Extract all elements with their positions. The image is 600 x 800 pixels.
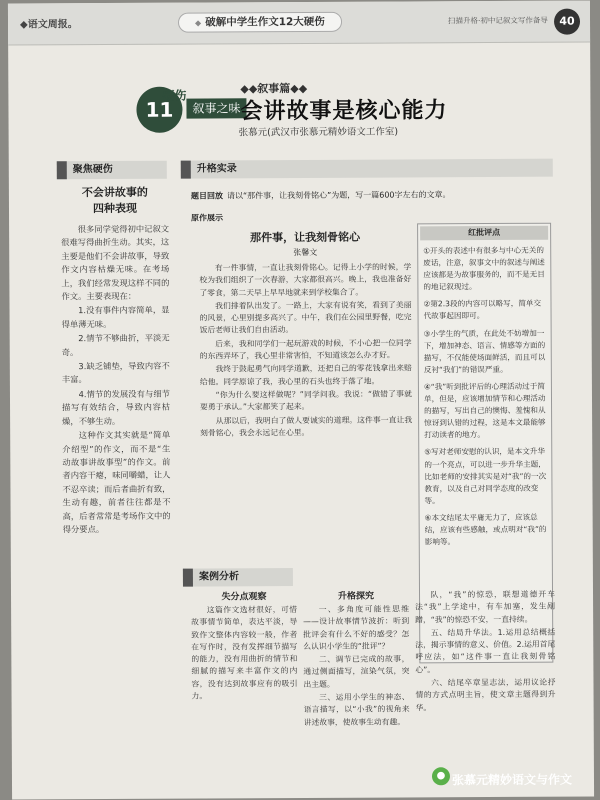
comment-item: ②第2.3段的内容可以略写，简单交代故事起因即可。 bbox=[423, 299, 542, 321]
article-kind: ◆◆叙事篇◆◆ bbox=[240, 81, 308, 96]
essay-para: “你为什么要这样做呢？”同学问我。我说：“做错了事就要勇于承认。”大家都笑了起来。 bbox=[200, 389, 412, 412]
analysis-para: 队，“我”的惊恐，联想道德开车法“我”上学途中，有车加塞，发生剐蹭，“我”的惊恐不安，一直持续。 bbox=[415, 589, 556, 624]
wechat-icon: ● bbox=[432, 767, 450, 785]
section-head-upgrade: 升格实录 bbox=[181, 159, 553, 179]
section-head-focus: 聚焦硬伤 bbox=[57, 161, 167, 180]
section-head-analysis: 案例分析 bbox=[183, 568, 293, 587]
comments-body bbox=[418, 242, 552, 557]
analysis-col-1 bbox=[191, 590, 298, 704]
prompt-text: 请以“那件事，让我刻骨铭心”为题，写一篇600字左右的文章。 bbox=[226, 190, 451, 201]
series-banner: ◆ 破解中学生作文12大硬伤 bbox=[178, 12, 342, 33]
focus-para: 4.情节的发展没有与细节描写有效结合，导致内容枯燥，不够生动。 bbox=[62, 388, 171, 426]
original-label: 原作展示 bbox=[191, 213, 224, 223]
focus-para: 3.缺乏铺垫，导致内容不丰富。 bbox=[61, 360, 170, 385]
series-number-badge: 11 bbox=[136, 87, 182, 133]
analysis-para: 三、运用小学生的神态、语言描写，以“小我”的视角来讲述故事，使故事生动有趣。 bbox=[303, 692, 410, 727]
header-subtitle: 扫描升格·初中记叙文写作备导 bbox=[447, 15, 548, 26]
essay-para: 后来，我和同学们一起玩游戏的时候，不小心把一位同学的东西弄坏了，我心里非常害怕，不知道该怎么办才好。 bbox=[199, 338, 412, 361]
focus-para: 1.没有事件内容简单，显得单薄无味。 bbox=[61, 305, 170, 330]
original-essay bbox=[199, 229, 412, 440]
prompt-row bbox=[191, 189, 451, 202]
analysis-para: 这篇作文选材很好，可惜故事情节简单，表达平淡，导致作文整体内容较一般，作者在写作时，没有发挥细节描写的能力，没有用曲折的情节和细腻的描写来丰富作文的内容，没有达到故事应有的吸引力。 bbox=[191, 605, 298, 701]
essay-para: 我们排着队出发了。一路上，大家有说有笑，看到了美丽的风景，心里别提多高兴了。中午，我们在公园里野餐，吃完饭后老师让我们自由活动。 bbox=[199, 300, 412, 336]
article-author: 张慕元(武汉市张慕元精妙语文工作室) bbox=[238, 126, 399, 139]
analysis-col-3 bbox=[415, 589, 556, 716]
upgrade-explore-body bbox=[303, 603, 410, 729]
essay-para: 我终于鼓起勇气向同学道歉，还把自己的零花钱拿出来赔给他。同学原谅了我，我心里的石头也终于落了地。 bbox=[199, 363, 412, 387]
focus-para: 很多同学觉得初中记叙文很难写得曲折生动。其实，这主要是他们不会讲故事，导致作文内容枯燥无味。在考场上，我们经常发现这样不同的作文。主要表现在： bbox=[61, 223, 170, 302]
focus-title-line2: 四种表现 bbox=[92, 201, 138, 216]
analysis-para: 六、结尾卒章显志法，运用议论抒情的方式点明主旨，使文章主题得到升华。 bbox=[415, 677, 556, 713]
loss-point-title: 失分点观察 bbox=[221, 592, 267, 603]
loss-point-body bbox=[191, 604, 298, 703]
comments-title: 红批评点 bbox=[420, 226, 548, 241]
focus-para: 这种作文其实就是“简单介绍型”的作文，而不是“生动故事讲故事型”的作文。前者内容干瘪，味同嚼蜡，让人不忍卒读；而后者曲折有致，生动有趣，前者往往都是不高，后者常常是考场作文中的得分要点。 bbox=[62, 429, 171, 535]
magazine-page bbox=[8, 0, 594, 799]
page-number: 40 bbox=[554, 9, 580, 35]
analysis-para: 二、调节已完成的故事，通过侧面描写，渲染气氛，突出主题。 bbox=[303, 654, 410, 689]
comment-item: ④“我”听到批评后的心理活动过于简单，但是，应该增加情节和心理活动的描写，写出自己的懊悔、羞愧和从惊讶到认错的过程，这是本文最能够打动读者的地方。 bbox=[423, 381, 546, 440]
series-label: 叙事之味 bbox=[186, 98, 246, 118]
upgrade-explore-title: 升格探究 bbox=[337, 591, 375, 602]
essay-body bbox=[199, 261, 412, 439]
focus-title-line1: 不会讲故事的 bbox=[81, 185, 148, 200]
watermark-text: 张慕元精妙语文与作文 bbox=[451, 772, 573, 788]
page-header bbox=[8, 0, 590, 45]
comment-item: ⑥本文结尾太平庸无力了，应该总结，应该有些感触，或点明对“我”的影响等。 bbox=[424, 512, 547, 547]
focus-title bbox=[61, 185, 169, 218]
magazine-logo: ◆语文周报。 bbox=[20, 19, 78, 31]
essay-para: 有一件事情，一直让我刻骨铭心。记得上小学的时候，学校为我们组织了一次春游，大家都很高兴。晚上，我也准备好了零食，第二天早上早早地就来到学校集合了。 bbox=[199, 262, 412, 298]
essay-title: 那件事，让我刻骨铭心 bbox=[250, 230, 361, 245]
focus-para: 2.情节不够曲折，平淡无奇。 bbox=[61, 332, 170, 357]
comment-item: ⑤写对老师安慰的认识，是本文升华的一个亮点，可以进一步升华主题，比如老师的安排其实是对“我”的一次教育，以及自己对同学态度的改变等。 bbox=[424, 447, 547, 506]
analysis-col-2 bbox=[303, 589, 410, 730]
analysis-col3-body bbox=[415, 589, 556, 715]
comment-item: ③小学生的气质，在此处不妨增加一下，增加神态、语言、情感等方面的描写，不仅能使场面鲜活，而且可以反衬“我们”的错误严重。 bbox=[423, 328, 546, 375]
article-title: 会讲故事是核心能力 bbox=[240, 98, 448, 125]
focus-column bbox=[61, 185, 171, 538]
analysis-para: 五、结局升华法。1.运用总结概括法，揭示事情的意义、价值。2.运用首尾呼应法，如“这件事一直让我刻骨铭心”。 bbox=[415, 627, 556, 675]
series-tag: 硬伤 bbox=[162, 88, 187, 103]
prompt-label: 题目回放 bbox=[190, 191, 223, 201]
essay-para: 从那以后，我明白了做人要诚实的道理。这件事一直让我刻骨铭心，我会永远记在心里。 bbox=[200, 414, 413, 438]
essay-author: 张馨文 bbox=[293, 247, 318, 258]
comment-item: ①开头的表述中有很多与中心无关的废话，注意，叙事文中的叙述与阐述应该都是为故事服务的，而不是无目的地记叙现过。 bbox=[423, 245, 545, 292]
analysis-para: 一、多角度可能性思维——设计故事情节波折：听到批评会有什么不好的感受？怎么认识小学生的“批评”？ bbox=[303, 604, 410, 651]
focus-body bbox=[61, 223, 171, 537]
